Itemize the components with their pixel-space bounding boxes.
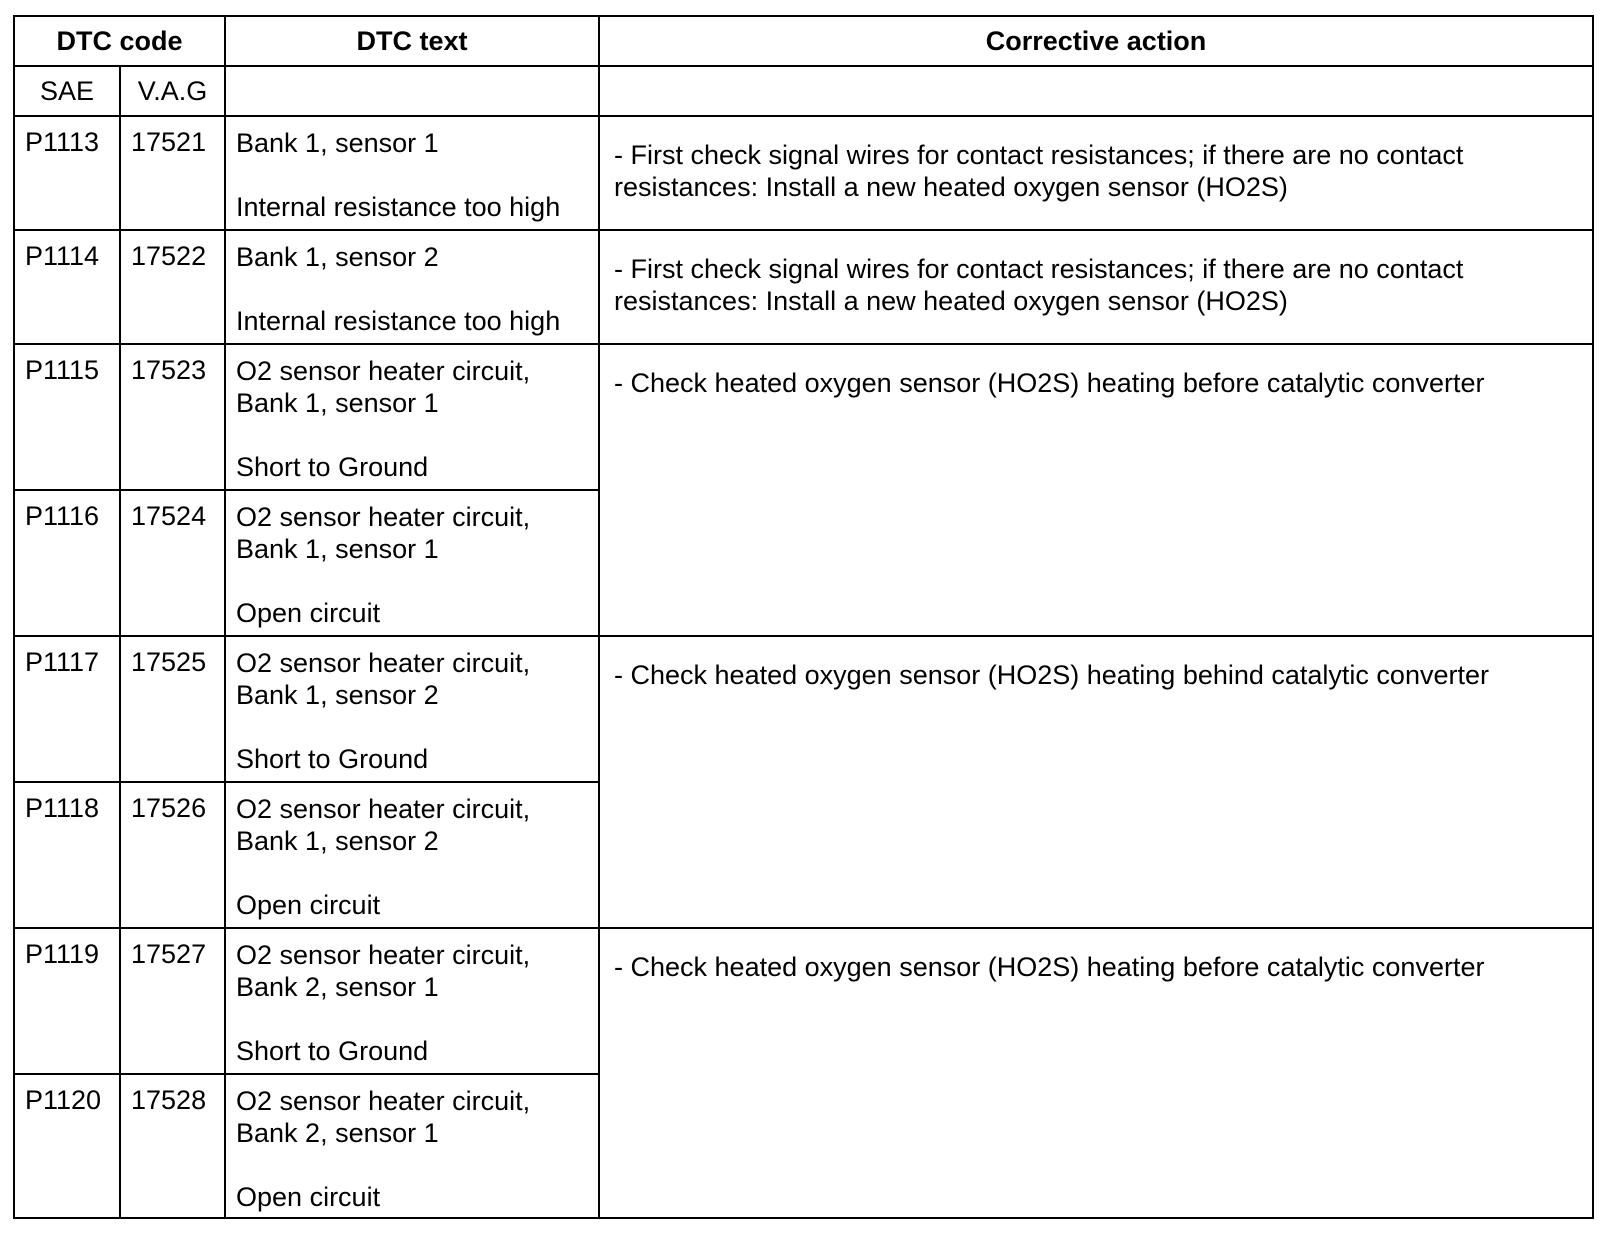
subheader-row bbox=[14, 66, 1593, 116]
dtc-text-condition: Short to Ground bbox=[236, 744, 429, 774]
table-row bbox=[14, 344, 1593, 490]
vag-code: 17526 bbox=[120, 782, 225, 928]
header-dtc-code: DTC code bbox=[14, 16, 225, 66]
dtc-text-line: Bank 1, sensor 2 bbox=[236, 680, 439, 710]
dtc-text-line: O2 sensor heater circuit, bbox=[236, 502, 531, 532]
dtc-text-cell bbox=[225, 636, 599, 782]
sae-code: P1113 bbox=[14, 116, 120, 230]
action-line: resistances: Install a new heated oxygen sensor (HO2S) bbox=[614, 286, 1288, 316]
vag-code: 17524 bbox=[120, 490, 225, 636]
subheader-empty-action bbox=[599, 66, 1593, 116]
vag-code: 17523 bbox=[120, 344, 225, 490]
sae-code: P1118 bbox=[14, 782, 120, 928]
dtc-text-condition: Internal resistance too high bbox=[236, 306, 561, 336]
corrective-action-cell: - Check heated oxygen sensor (HO2S) heating behind catalytic converter bbox=[599, 636, 1593, 928]
dtc-text-condition: Short to Ground bbox=[236, 1036, 429, 1066]
corrective-action-cell bbox=[599, 116, 1593, 230]
sae-code: P1116 bbox=[14, 490, 120, 636]
action-line: resistances: Install a new heated oxygen sensor (HO2S) bbox=[614, 172, 1288, 202]
dtc-text-line: Bank 1, sensor 1 bbox=[236, 534, 439, 564]
subheader-empty-text bbox=[225, 66, 599, 116]
sae-code: P1120 bbox=[14, 1074, 120, 1218]
dtc-text-line: Bank 1, sensor 1 bbox=[236, 128, 439, 158]
dtc-text-cell bbox=[225, 490, 599, 636]
dtc-text-line: O2 sensor heater circuit, bbox=[236, 1086, 531, 1116]
dtc-text-cell bbox=[225, 928, 599, 1074]
dtc-text-cell bbox=[225, 116, 599, 230]
sae-code: P1114 bbox=[14, 230, 120, 344]
dtc-text-condition: Open circuit bbox=[236, 890, 381, 920]
dtc-text-line: Bank 2, sensor 1 bbox=[236, 972, 439, 1002]
dtc-text-cell bbox=[225, 230, 599, 344]
table-row bbox=[14, 230, 1593, 344]
dtc-table bbox=[13, 15, 1594, 1219]
dtc-text-line: O2 sensor heater circuit, bbox=[236, 356, 531, 386]
table-row bbox=[14, 116, 1593, 230]
dtc-text-condition: Open circuit bbox=[236, 598, 381, 628]
table-row bbox=[14, 928, 1593, 1074]
corrective-action-cell: - Check heated oxygen sensor (HO2S) heating before catalytic converter bbox=[599, 928, 1593, 1218]
action-line: - First check signal wires for contact resistances; if there are no contact bbox=[614, 140, 1464, 170]
dtc-text-cell bbox=[225, 344, 599, 490]
vag-code: 17527 bbox=[120, 928, 225, 1074]
sae-code: P1119 bbox=[14, 928, 120, 1074]
header-corrective-action: Corrective action bbox=[599, 16, 1593, 66]
header-row bbox=[14, 16, 1593, 66]
dtc-text-cell bbox=[225, 782, 599, 928]
dtc-text-line: Bank 2, sensor 1 bbox=[236, 1118, 439, 1148]
vag-code: 17528 bbox=[120, 1074, 225, 1218]
dtc-text-line: O2 sensor heater circuit, bbox=[236, 940, 531, 970]
action-line: - First check signal wires for contact resistances; if there are no contact bbox=[614, 254, 1464, 284]
vag-code: 17525 bbox=[120, 636, 225, 782]
sae-code: P1117 bbox=[14, 636, 120, 782]
subheader-sae: SAE bbox=[14, 66, 120, 116]
corrective-action-cell: - Check heated oxygen sensor (HO2S) heating before catalytic converter bbox=[599, 344, 1593, 636]
dtc-text-line: Bank 1, sensor 1 bbox=[236, 388, 439, 418]
dtc-text-line: Bank 1, sensor 2 bbox=[236, 826, 439, 856]
vag-code: 17522 bbox=[120, 230, 225, 344]
dtc-text-cell bbox=[225, 1074, 599, 1218]
table-row bbox=[14, 636, 1593, 782]
vag-code: 17521 bbox=[120, 116, 225, 230]
subheader-vag: V.A.G bbox=[120, 66, 225, 116]
dtc-text-line: O2 sensor heater circuit, bbox=[236, 794, 531, 824]
header-dtc-text: DTC text bbox=[225, 16, 599, 66]
dtc-text-line: Bank 1, sensor 2 bbox=[236, 242, 439, 272]
dtc-text-condition: Internal resistance too high bbox=[236, 192, 561, 222]
sae-code: P1115 bbox=[14, 344, 120, 490]
dtc-text-line: O2 sensor heater circuit, bbox=[236, 648, 531, 678]
dtc-text-condition: Open circuit bbox=[236, 1182, 381, 1212]
dtc-text-condition: Short to Ground bbox=[236, 452, 429, 482]
corrective-action-cell bbox=[599, 230, 1593, 344]
